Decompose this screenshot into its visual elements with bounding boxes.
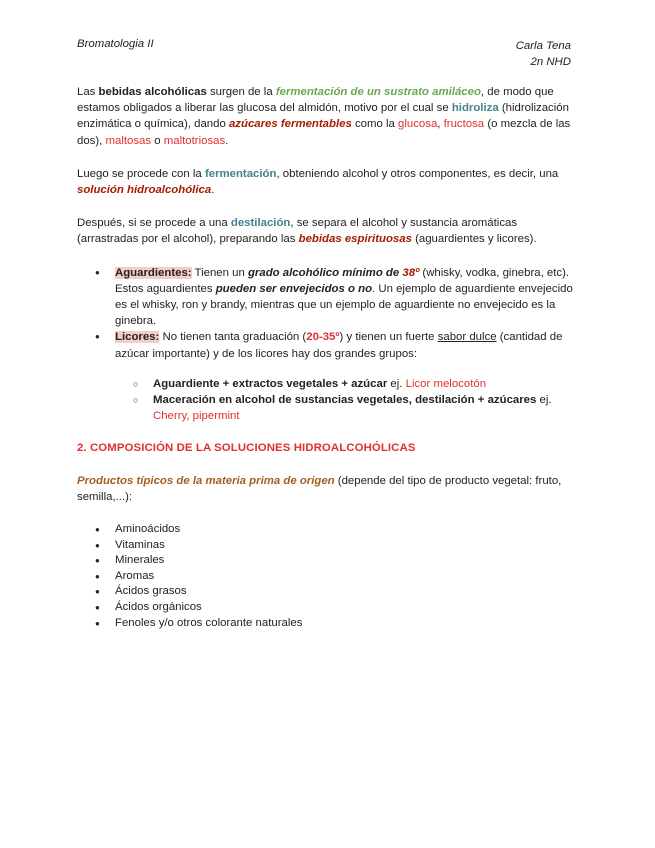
list-item: ● Minerales [77,553,577,569]
liqueur-groups-list [115,376,577,425]
list-item-licores: ● Licores: No tienen tanta graduación (20-35º) y tienen un fuerte sabor dulce (cantidad de azúcar importante) y de los licores hay dos grandes grupos: ○ Aguardiente + extractos vegetales + azúcar ej. Licor melocotón ○ Maceración en alcohol de sustancias vegetales, destilación + azúcares ej. Cherry, pipermint [77,329,577,424]
list-item-liqueur-group: ○ Maceración en alcohol de sustancias vegetales, destilación + azúcares ej. Cherry, pipermint [77,392,577,424]
list-item: ● Aminoácidos [77,522,577,538]
list-item: ● Aromas [77,569,577,585]
list-item-aguardientes: ● Aguardientes: Tienen un grado alcohólico mínimo de 38º (whisky, vodka, ginebra, etc). Estos aguardientes pueden ser envejecidos o no. Un ejemplo de aguardiente envejecido es el whisky, ron y brandy, mientras que un ejemplo de aguardiente no envejecido es la ginebra. [77,265,577,330]
list-item: ● Ácidos orgánicos [77,600,577,616]
document-body [77,84,577,631]
paragraph-fermentation: Luego se procede con la fermentación, obteniendo alcohol y otros componentes, es decir, una solución hidroalcohólica. [77,167,559,197]
section-heading: 2. COMPOSICIÓN DE LA SOLUCIONES HIDROALCOHÓLICAS [77,442,416,455]
paragraph-intro: Las bebidas alcohólicas surgen de la fermentación de un sustrato amiláceo, de modo que estamos obligados a liberar las glucosa del almidón, motivo por el cual se hidroliza (hidrolización enzimática o química), dando azúcares fermentables como la glucosa, fructosa (o mezcla de las dos), maltosas o maltotriosas. [77,86,571,147]
paragraph-distillation: Después, si se procede a una destilación, se separa el alcohol y sustancia aromáticas (arrastradas por el alcohol), preparando las bebidas espirituosas (aguardientes y licores). [77,217,537,246]
paragraph-products: Productos típicos de la materia prima de origen (depende del tipo de producto vegetal: fruto, semilla,...): [77,474,562,503]
header-author-name: Carla Tena [515,40,571,52]
header-author [516,38,571,70]
list-item: ● Ácidos grasos [77,584,577,600]
components-list [77,522,577,631]
spirits-list [77,265,577,425]
list-item: ● Fenoles y/o otros colorante naturales [77,616,577,632]
header-group: 2n NHD [530,56,571,68]
header-subject: Bromatologia II [77,38,154,50]
list-item-liqueur-group: ○ Aguardiente + extractos vegetales + azúcar ej. Licor melocotón [77,376,577,392]
list-item: ● Vitaminas [77,538,577,554]
